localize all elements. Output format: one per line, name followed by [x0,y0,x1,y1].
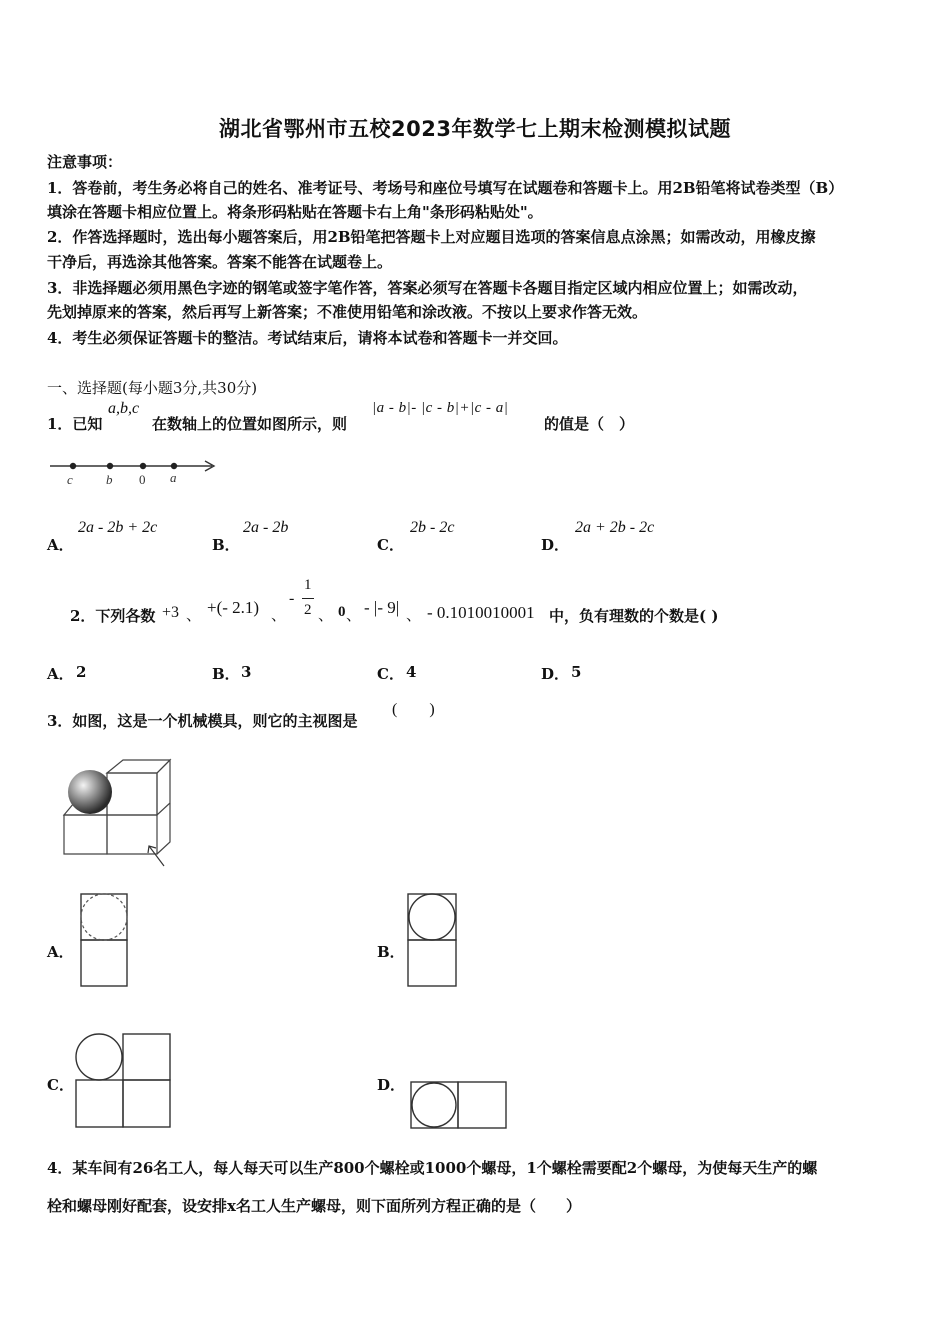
page-title: 湖北省鄂州市五校2023年数学七上期末检测模拟试题 [219,117,731,141]
q2-num-3-denominator: 2 [304,602,312,618]
q2-num-3-sign: - [289,590,295,607]
q1-prefix: 1．已知 [47,415,103,433]
q2-sep-5: 、 [406,606,422,624]
section-heading: 一、选择题(每小题3分,共30分) [47,379,258,397]
q2-sep-4: 、 [346,606,362,624]
q2-option-b-value: 3 [241,663,252,681]
q1-option-a-expr: 2a - 2b + 2c [78,519,158,536]
q3-option-d-figure [410,1081,510,1131]
q2-suffix: 中，负有理数的个数是( ) [549,607,719,625]
notice-line-4: 干净后，再选涂其他答案。答案不能答在试题卷上。 [47,253,393,271]
q1-option-c-expr: 2b - 2c [410,519,455,536]
q2-num-5: - |- 9| [364,598,400,617]
q2-num-6: - 0.1010010001 [427,603,535,622]
q2-option-a-letter: A． [47,665,74,683]
q1-option-a-letter: A． [47,536,74,554]
q2-option-a-value: 2 [76,663,87,681]
notice-line-3: 2．作答选择题时，选出每小题答案后，用2B铅笔把答题卡上对应题目选项的答案信息点涂黑；如需改动，用橡皮擦 [47,228,816,246]
q2-num-1: +3 [162,604,180,621]
q1-option-c-letter: C． [377,536,404,554]
q2-sep-1: 、 [186,606,202,624]
notice-line-7: 4．考生必须保证答题卡的整洁。考试结束后，请将本试卷和答题卡一并交回。 [47,329,568,347]
q1-option-d-letter: D． [541,536,570,554]
point-b [107,463,113,469]
point-zero [140,463,146,469]
q2-option-b-letter: B． [212,665,240,683]
q3-option-a-letter: A． [47,943,74,961]
q3-text: 3．如图，这是一个机械模具，则它的主视图是 [47,712,358,730]
q2-option-d-letter: D． [541,665,570,683]
q2-num-2: +(- 2.1) [207,598,260,617]
q2-option-d-value: 5 [571,663,582,681]
q2-prefix: 2．下列各数 [70,607,156,625]
notice-line-1: 1．答卷前，考生务必将自己的姓名、准考证号、考场号和座位号填写在试题卷和答题卡上。用2B铅笔将试卷类型（B） [47,179,844,197]
q3-option-b-letter: B． [377,943,405,961]
q2-option-c-value: 4 [406,663,417,681]
q2-sep-3: 、 [318,606,334,624]
q3-option-c-figure [75,1033,173,1129]
label-b: b [106,472,113,487]
q1-option-b-expr: 2a - 2b [243,519,289,536]
q2-num-3-numerator: 1 [304,577,312,593]
number-line-figure [50,455,220,489]
point-a [171,463,177,469]
q3-option-b-figure [407,893,459,989]
q2-option-c-letter: C． [377,665,404,683]
q4-line-2: 栓和螺母刚好配套，设安排x名工人生产螺母，则下面所列方程正确的是（ ） [47,1197,581,1215]
point-c [70,463,76,469]
label-a: a [170,470,177,485]
q1-expression: |a - b|- |c - b|+|c - a| [372,400,509,416]
notice-heading: 注意事项： [47,153,123,171]
q3-paren: ( ) [392,701,435,718]
ball-sphere [68,770,112,814]
label-c: c [67,472,73,487]
q2-fraction-bar [302,598,314,599]
q3-option-d-letter: D． [377,1076,406,1094]
q3-option-a-figure [80,893,130,989]
q2-num-4: 0 [338,604,346,620]
q1-option-d-expr: 2a + 2b - 2c [575,519,655,536]
label-zero: 0 [139,472,146,487]
notice-line-2: 填涂在答题卡相应位置上。将条形码粘贴在答题卡右上角"条形码粘贴处"。 [47,203,543,221]
q4-line-1: 4．某车间有26名工人，每人每天可以生产800个螺栓或1000个螺母，1个螺栓需要配2个螺母，为使每天生产的螺 [47,1159,818,1177]
notice-line-5: 3．非选择题必须用黑色字迹的钢笔或签字笔作答，答案必须写在答题卡各题目指定区域内相应位置上；如需改动， [47,279,808,297]
q1-suffix: 的值是（ ） [544,415,635,433]
q1-vars: a,b,c [108,400,140,417]
q1-middle: 在数轴上的位置如图所示，则 [152,415,348,433]
q1-option-b-letter: B． [212,536,240,554]
q3-option-c-letter: C． [47,1076,74,1094]
mold-figure [60,758,170,870]
notice-line-6: 先划掉原来的答案，然后再写上新答案；不准使用铅笔和涂改液。不按以上要求作答无效。 [47,303,648,321]
q2-sep-2: 、 [271,606,287,624]
